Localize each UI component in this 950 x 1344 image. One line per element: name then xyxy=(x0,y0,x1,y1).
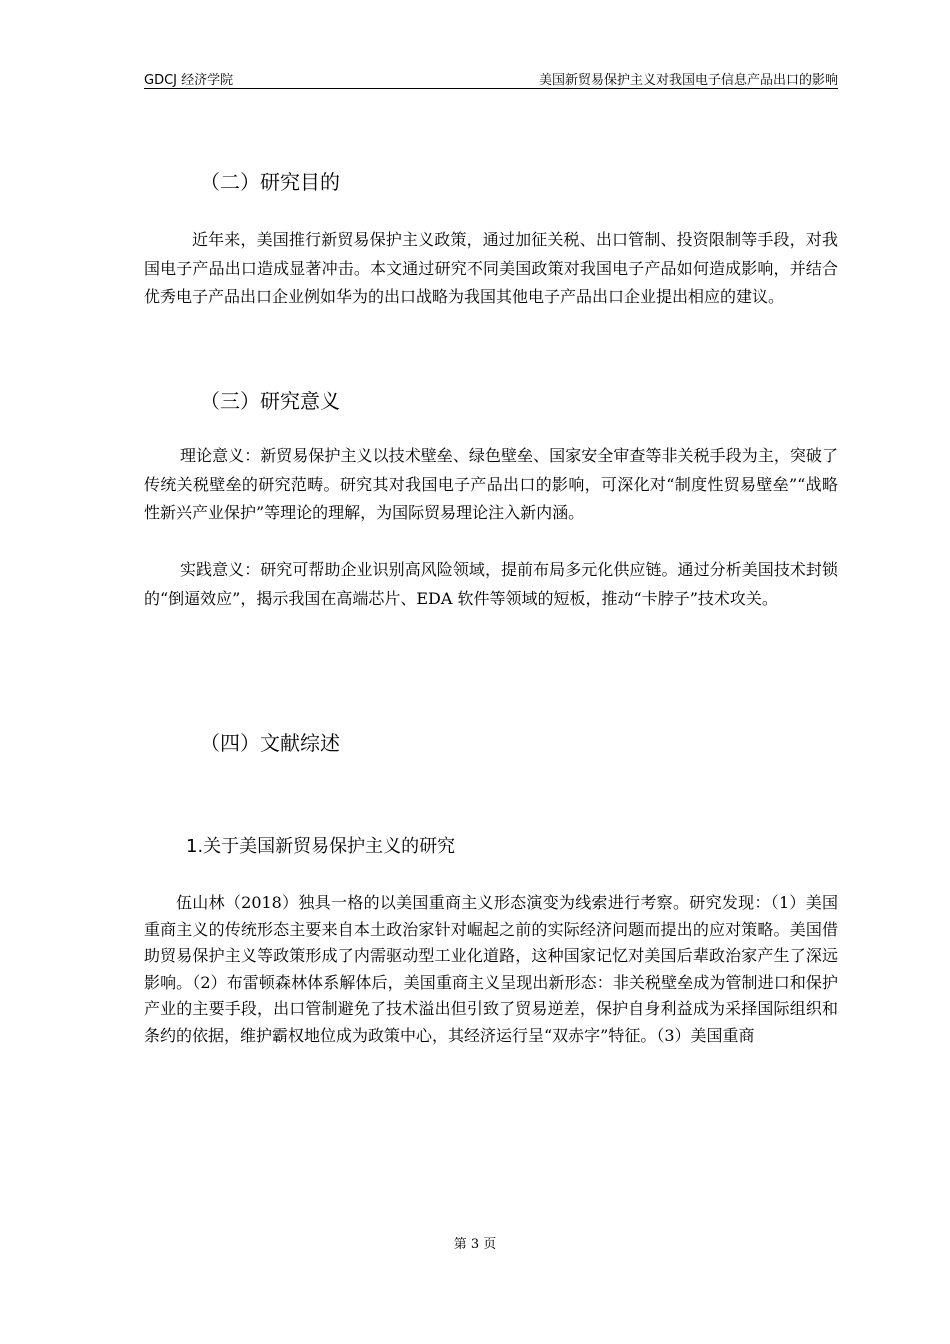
paragraph-literature-review: 伍山林（2018）独具一格的以美国重商主义形态演变为线索进行考察。研究发现：（1）美国重商主义的传统形态主要来自本土政治家针对崛起之前的实际经济问题而提出的应对策略。美国借助贸易保护主义等政策形成了内需驱动型工业化道路，这种国家记忆对美国后辈政治家产生了深远影响。（2）布雷顿森林体系解体后，美国重商主义呈现出新形态：非关税壁垒成为管制进口和保护产业的主要手段，出口管制避免了技术溢出但引致了贸易逆差，保护自身利益成为采择国际组织和条约的依据，维护霸权地位成为政策中心，其经济运行呈“双赤字”特征。（3）美国重商 xyxy=(144,893,838,1045)
heading-literature-review: （四）文献综述 xyxy=(200,731,340,755)
page-number: 第 3 页 xyxy=(453,1237,497,1252)
heading-research-significance: （三）研究意义 xyxy=(200,389,340,413)
paragraph-research-purpose: 近年来，美国推行新贸易保护主义政策，通过加征关税、出口管制、投资限制等手段，对我国电子产品出口造成显著冲击。本文通过研究不同美国政策对我国电子产品如何造成影响，并结合优秀电子产品出口企业例如华为的出口战略为我国其他电子产品出口企业提出相应的建议。 xyxy=(144,230,838,306)
page-header xyxy=(144,68,838,89)
paragraph-practice-significance: 实践意义：研究可帮助企业识别高风险领域，提前布局多元化供应链。通过分析美国技术封锁的“倒逼效应”，揭示我国在高端芯片、EDA 软件等领域的短板，推动“卡脖子”技术攻关。 xyxy=(144,560,838,608)
paragraph-theory-significance: 理论意义：新贸易保护主义以技术壁垒、绿色壁垒、国家安全审查等非关税手段为主，突破了传统关税壁垒的研究范畴。研究其对我国电子产品出口的影响，可深化对“制度性贸易壁垒”“战略性新兴产业保护”等理论的理解，为国际贸易理论注入新内涵。 xyxy=(144,446,838,522)
subheading-trade-protectionism: 1.关于美国新贸易保护主义的研究 xyxy=(186,836,456,857)
heading-research-purpose: （二）研究目的 xyxy=(200,170,340,194)
header-thesis-title: 美国新贸易保护主义对我国电子信息产品出口的影响 xyxy=(538,73,838,88)
header-institution: GDCJ 经济学院 xyxy=(144,73,234,88)
